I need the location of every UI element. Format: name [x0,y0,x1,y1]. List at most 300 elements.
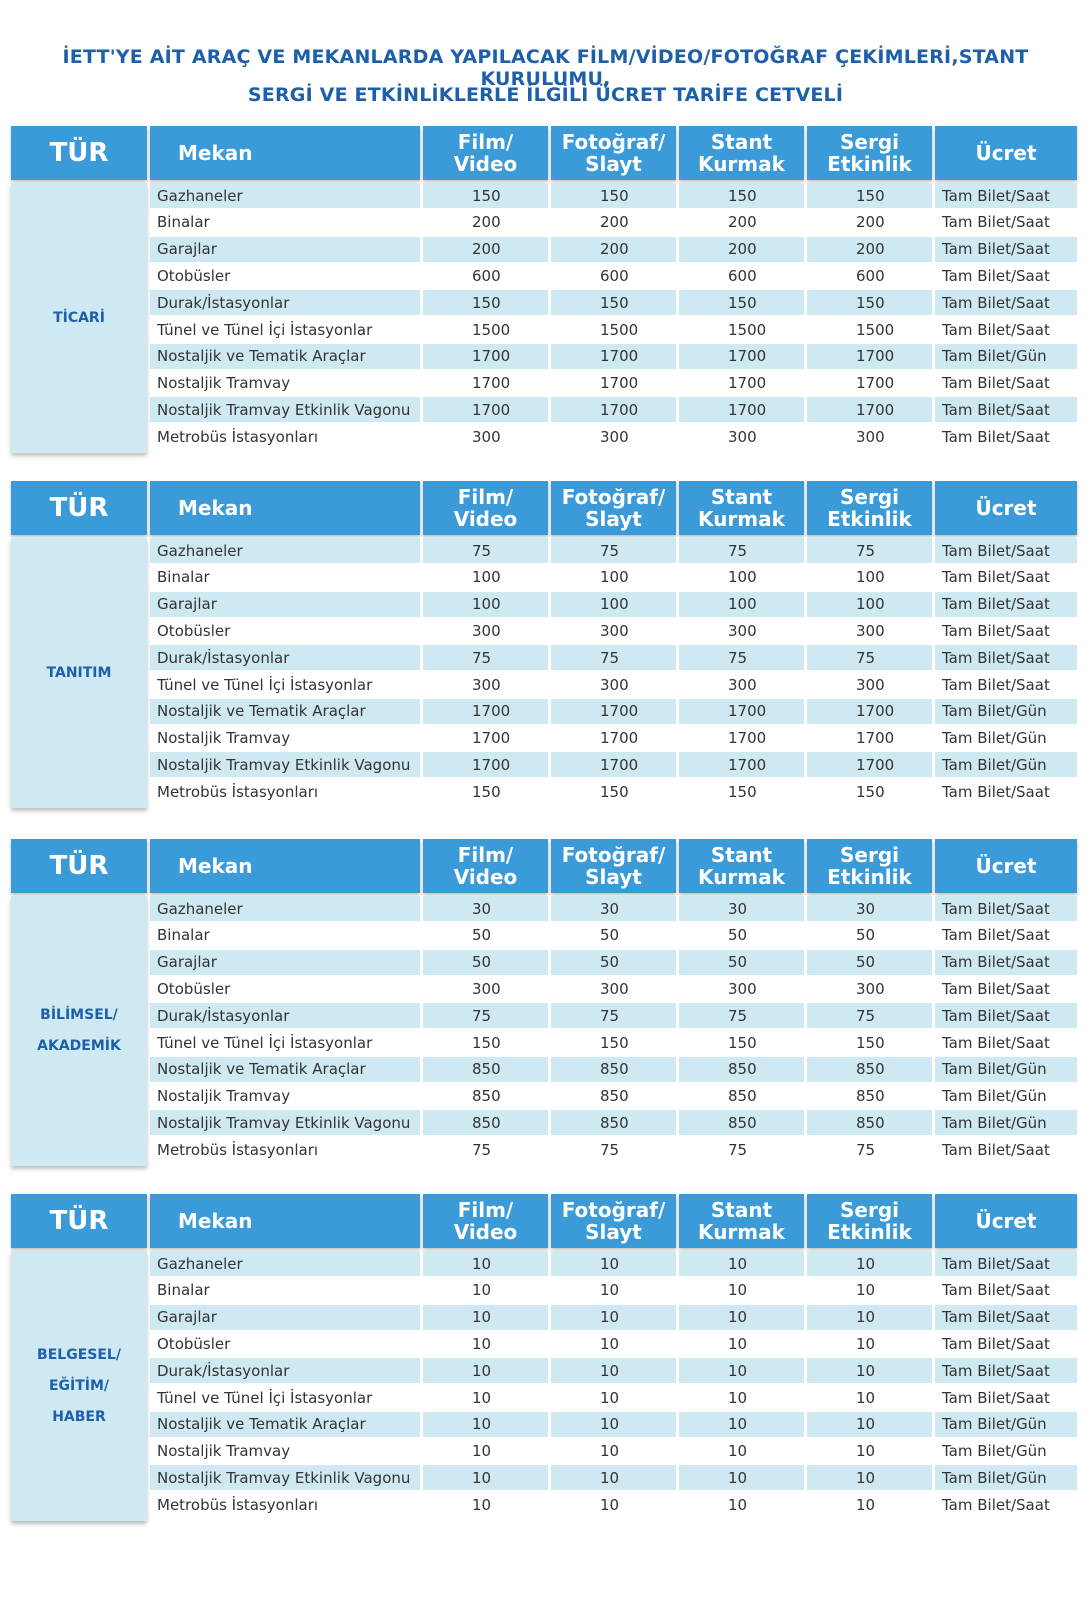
table-row [150,645,1077,670]
stant-price-cell: 10 [679,1465,804,1490]
foto-price-cell: 10 [551,1305,676,1330]
sergi-price-cell: 300 [807,672,932,697]
venue-cell: Gazhaneler [150,183,420,208]
table-row [150,1030,1077,1055]
stant-price-cell: 1700 [679,699,804,724]
header-mekan: Mekan [150,839,420,893]
sergi-price-cell: 200 [807,210,932,235]
fee-unit-cell: Tam Bilet/Gün [935,1439,1077,1464]
venue-cell: Nostaljik ve Tematik Araçlar [150,344,420,369]
film-price-cell: 30 [423,896,548,921]
venue-cell: Garajlar [150,592,420,617]
venue-cell: Gazhaneler [150,1251,420,1276]
header-stant: Stant Kurmak [679,839,804,893]
table-row [150,565,1077,590]
stant-price-cell: 75 [679,538,804,563]
table-row [150,1278,1077,1303]
film-price-cell: 10 [423,1439,548,1464]
table-row [150,1110,1077,1135]
sergi-price-cell: 100 [807,565,932,590]
sergi-price-cell: 50 [807,950,932,975]
table-row [150,1057,1077,1082]
film-price-cell: 10 [423,1465,548,1490]
fee-unit-cell: Tam Bilet/Saat [935,950,1077,975]
venue-cell: Binalar [150,210,420,235]
venue-cell: Gazhaneler [150,896,420,921]
film-price-cell: 300 [423,672,548,697]
stant-price-cell: 10 [679,1278,804,1303]
foto-price-cell: 10 [551,1412,676,1437]
table-row [150,1385,1077,1410]
table-row [150,237,1077,262]
fee-unit-cell: Tam Bilet/Saat [935,779,1077,804]
venue-cell: Otobüsler [150,618,420,643]
foto-price-cell: 75 [551,538,676,563]
header-foto: Fotoğraf/ Slayt [551,839,676,893]
tariff-table-belgesel-egitim-haber [11,1194,1077,1524]
sergi-price-cell: 850 [807,1057,932,1082]
tur-label: TİCARİ [53,309,105,326]
foto-price-cell: 75 [551,1003,676,1028]
venue-cell: Tünel ve Tünel İçi İstasyonlar [150,672,420,697]
fee-unit-cell: Tam Bilet/Saat [935,1030,1077,1055]
fee-unit-cell: Tam Bilet/Gün [935,1084,1077,1109]
sergi-price-cell: 300 [807,424,932,449]
foto-price-cell: 10 [551,1385,676,1410]
table-row [150,290,1077,315]
stant-price-cell: 75 [679,1137,804,1162]
fee-unit-cell: Tam Bilet/Saat [935,237,1077,262]
venue-cell: Metrobüs İstasyonları [150,1137,420,1162]
table-row [150,950,1077,975]
film-price-cell: 150 [423,183,548,208]
fee-unit-cell: Tam Bilet/Saat [935,371,1077,396]
foto-price-cell: 150 [551,779,676,804]
venue-cell: Nostaljik ve Tematik Araçlar [150,699,420,724]
stant-price-cell: 75 [679,645,804,670]
stant-price-cell: 1700 [679,726,804,751]
stant-price-cell: 1700 [679,344,804,369]
film-price-cell: 150 [423,1030,548,1055]
stant-price-cell: 300 [679,618,804,643]
header-foto: Fotoğraf/ Slayt [551,481,676,535]
sergi-price-cell: 75 [807,1003,932,1028]
sergi-price-cell: 300 [807,976,932,1001]
stant-price-cell: 10 [679,1305,804,1330]
film-price-cell: 10 [423,1412,548,1437]
venue-cell: Durak/İstasyonlar [150,1003,420,1028]
foto-price-cell: 30 [551,896,676,921]
stant-price-cell: 10 [679,1439,804,1464]
venue-cell: Nostaljik Tramvay Etkinlik Vagonu [150,1110,420,1135]
table-row [150,1465,1077,1490]
film-price-cell: 200 [423,210,548,235]
film-price-cell: 600 [423,263,548,288]
stant-price-cell: 10 [679,1251,804,1276]
venue-cell: Nostaljik Tramvay Etkinlik Vagonu [150,752,420,777]
table-row [150,210,1077,235]
table-row [150,1251,1077,1276]
film-price-cell: 75 [423,1137,548,1162]
fee-unit-cell: Tam Bilet/Saat [935,263,1077,288]
sergi-price-cell: 300 [807,618,932,643]
header-sergi: Sergi Etkinlik [807,1194,932,1248]
sergi-price-cell: 10 [807,1331,932,1356]
stant-price-cell: 100 [679,565,804,590]
fee-unit-cell: Tam Bilet/Saat [935,1137,1077,1162]
foto-price-cell: 1700 [551,344,676,369]
foto-price-cell: 300 [551,424,676,449]
fee-unit-cell: Tam Bilet/Gün [935,752,1077,777]
stant-price-cell: 10 [679,1492,804,1517]
venue-cell: Nostaljik Tramvay Etkinlik Vagonu [150,397,420,422]
fee-unit-cell: Tam Bilet/Gün [935,1412,1077,1437]
foto-price-cell: 50 [551,950,676,975]
film-price-cell: 50 [423,950,548,975]
sergi-price-cell: 10 [807,1439,932,1464]
sergi-price-cell: 150 [807,779,932,804]
table-row [150,397,1077,422]
venue-cell: Metrobüs İstasyonları [150,779,420,804]
tur-label-cell [11,183,147,453]
venue-cell: Nostaljik Tramvay [150,371,420,396]
table-row [150,1331,1077,1356]
foto-price-cell: 300 [551,976,676,1001]
stant-price-cell: 200 [679,237,804,262]
foto-price-cell: 100 [551,565,676,590]
table-row [150,752,1077,777]
sergi-price-cell: 10 [807,1412,932,1437]
fee-unit-cell: Tam Bilet/Saat [935,976,1077,1001]
sergi-price-cell: 30 [807,896,932,921]
fee-unit-cell: Tam Bilet/Saat [935,1331,1077,1356]
foto-price-cell: 200 [551,237,676,262]
table-row [150,726,1077,751]
venue-cell: Otobüsler [150,263,420,288]
stant-price-cell: 1500 [679,317,804,342]
foto-price-cell: 850 [551,1110,676,1135]
venue-cell: Garajlar [150,950,420,975]
sergi-price-cell: 1500 [807,317,932,342]
header-tur: TÜR [11,126,147,180]
sergi-price-cell: 850 [807,1084,932,1109]
table-row [150,779,1077,804]
venue-cell: Nostaljik Tramvay [150,1439,420,1464]
table-row [150,1305,1077,1330]
stant-price-cell: 200 [679,210,804,235]
foto-price-cell: 1700 [551,699,676,724]
stant-price-cell: 150 [679,183,804,208]
venue-cell: Binalar [150,923,420,948]
film-price-cell: 850 [423,1110,548,1135]
foto-price-cell: 200 [551,210,676,235]
film-price-cell: 300 [423,976,548,1001]
page-subtitle: SERGİ VE ETKİNLİKLERLE İLGİLİ ÜCRET TARİFE CETVELİ [247,84,844,106]
stant-price-cell: 10 [679,1358,804,1383]
table-row [150,1137,1077,1162]
film-price-cell: 75 [423,538,548,563]
table-row [150,424,1077,449]
stant-price-cell: 1700 [679,397,804,422]
foto-price-cell: 10 [551,1439,676,1464]
fee-unit-cell: Tam Bilet/Gün [935,1110,1077,1135]
fee-unit-cell: Tam Bilet/Saat [935,397,1077,422]
stant-price-cell: 10 [679,1331,804,1356]
sergi-price-cell: 1700 [807,397,932,422]
foto-price-cell: 10 [551,1278,676,1303]
table-row [150,1003,1077,1028]
table-row [150,618,1077,643]
tur-label-cell [11,896,147,1166]
film-price-cell: 1700 [423,397,548,422]
header-foto: Fotoğraf/ Slayt [551,126,676,180]
fee-unit-cell: Tam Bilet/Gün [935,699,1077,724]
sergi-price-cell: 1700 [807,752,932,777]
foto-price-cell: 10 [551,1492,676,1517]
table-row [150,1412,1077,1437]
fee-unit-cell: Tam Bilet/Saat [935,183,1077,208]
table-row [150,672,1077,697]
sergi-price-cell: 10 [807,1465,932,1490]
stant-price-cell: 850 [679,1057,804,1082]
foto-price-cell: 10 [551,1331,676,1356]
stant-price-cell: 1700 [679,752,804,777]
sergi-price-cell: 10 [807,1278,932,1303]
venue-cell: Gazhaneler [150,538,420,563]
film-price-cell: 50 [423,923,548,948]
film-price-cell: 10 [423,1278,548,1303]
film-price-cell: 10 [423,1492,548,1517]
sergi-price-cell: 10 [807,1492,932,1517]
header-stant: Stant Kurmak [679,126,804,180]
film-price-cell: 1700 [423,371,548,396]
venue-cell: Nostaljik Tramvay Etkinlik Vagonu [150,1465,420,1490]
venue-cell: Garajlar [150,237,420,262]
film-price-cell: 300 [423,618,548,643]
fee-unit-cell: Tam Bilet/Saat [935,672,1077,697]
table-row [150,263,1077,288]
foto-price-cell: 1700 [551,726,676,751]
foto-price-cell: 150 [551,183,676,208]
fee-unit-cell: Tam Bilet/Saat [935,592,1077,617]
fee-unit-cell: Tam Bilet/Saat [935,538,1077,563]
sergi-price-cell: 10 [807,1385,932,1410]
film-price-cell: 10 [423,1251,548,1276]
table-row [150,1084,1077,1109]
sergi-price-cell: 10 [807,1251,932,1276]
table-row [150,1492,1077,1517]
venue-cell: Nostaljik ve Tematik Araçlar [150,1057,420,1082]
fee-unit-cell: Tam Bilet/Saat [935,618,1077,643]
stant-price-cell: 10 [679,1385,804,1410]
sergi-price-cell: 75 [807,538,932,563]
header-stant: Stant Kurmak [679,1194,804,1248]
header-tur: TÜR [11,481,147,535]
venue-cell: Metrobüs İstasyonları [150,424,420,449]
foto-price-cell: 1700 [551,371,676,396]
foto-price-cell: 150 [551,1030,676,1055]
table-row [150,923,1077,948]
fee-unit-cell: Tam Bilet/Saat [935,565,1077,590]
venue-cell: Nostaljik Tramvay [150,726,420,751]
fee-unit-cell: Tam Bilet/Saat [935,1251,1077,1276]
stant-price-cell: 850 [679,1084,804,1109]
film-price-cell: 150 [423,290,548,315]
sergi-price-cell: 200 [807,237,932,262]
foto-price-cell: 1700 [551,752,676,777]
film-price-cell: 100 [423,592,548,617]
venue-cell: Binalar [150,1278,420,1303]
stant-price-cell: 1700 [679,371,804,396]
venue-cell: Garajlar [150,1305,420,1330]
fee-unit-cell: Tam Bilet/Saat [935,645,1077,670]
venue-cell: Nostaljik Tramvay [150,1084,420,1109]
stant-price-cell: 150 [679,1030,804,1055]
film-price-cell: 1700 [423,699,548,724]
foto-price-cell: 300 [551,672,676,697]
header-mekan: Mekan [150,1194,420,1248]
tur-label-cell [11,1251,147,1521]
film-price-cell: 300 [423,424,548,449]
tur-label: TANITIM [46,664,112,681]
foto-price-cell: 1700 [551,397,676,422]
tur-label: BİLİMSEL/ AKADEMİK [37,1007,121,1054]
foto-price-cell: 10 [551,1251,676,1276]
venue-cell: Durak/İstasyonlar [150,290,420,315]
tariff-table-tanitim [11,481,1077,811]
sergi-price-cell: 1700 [807,371,932,396]
header-ucret: Ücret [935,839,1077,893]
fee-unit-cell: Tam Bilet/Saat [935,1385,1077,1410]
fee-unit-cell: Tam Bilet/Gün [935,344,1077,369]
sergi-price-cell: 150 [807,1030,932,1055]
fee-unit-cell: Tam Bilet/Gün [935,1465,1077,1490]
film-price-cell: 150 [423,779,548,804]
venue-cell: Tünel ve Tünel İçi İstasyonlar [150,1030,420,1055]
venue-cell: Tünel ve Tünel İçi İstasyonlar [150,317,420,342]
foto-price-cell: 300 [551,618,676,643]
film-price-cell: 1700 [423,726,548,751]
stant-price-cell: 10 [679,1412,804,1437]
sergi-price-cell: 150 [807,290,932,315]
foto-price-cell: 850 [551,1084,676,1109]
table-row [150,896,1077,921]
film-price-cell: 100 [423,565,548,590]
sergi-price-cell: 50 [807,923,932,948]
table-row [150,183,1077,208]
table-row [150,344,1077,369]
sergi-price-cell: 75 [807,645,932,670]
film-price-cell: 10 [423,1358,548,1383]
foto-price-cell: 10 [551,1465,676,1490]
sergi-price-cell: 10 [807,1305,932,1330]
header-foto: Fotoğraf/ Slayt [551,1194,676,1248]
header-sergi: Sergi Etkinlik [807,839,932,893]
foto-price-cell: 75 [551,1137,676,1162]
header-ucret: Ücret [935,1194,1077,1248]
header-ucret: Ücret [935,481,1077,535]
header-tur: TÜR [11,1194,147,1248]
header-sergi: Sergi Etkinlik [807,481,932,535]
table-row [150,317,1077,342]
stant-price-cell: 600 [679,263,804,288]
tariff-table-ticari [11,126,1077,456]
venue-cell: Otobüsler [150,1331,420,1356]
page-title: İETT'YE AİT ARAÇ VE MEKANLARDA YAPILACAK FİLM/VİDEO/FOTOĞRAF ÇEKİMLERİ,STANT KURULUMU, [62,46,1029,90]
header-film: Film/ Video [423,1194,548,1248]
fee-unit-cell: Tam Bilet/Saat [935,1003,1077,1028]
foto-price-cell: 50 [551,923,676,948]
film-price-cell: 10 [423,1385,548,1410]
venue-cell: Durak/İstasyonlar [150,645,420,670]
header-film: Film/ Video [423,126,548,180]
stant-price-cell: 75 [679,1003,804,1028]
stant-price-cell: 50 [679,950,804,975]
foto-price-cell: 100 [551,592,676,617]
stant-price-cell: 150 [679,290,804,315]
header-mekan: Mekan [150,126,420,180]
venue-cell: Binalar [150,565,420,590]
header-sergi: Sergi Etkinlik [807,126,932,180]
foto-price-cell: 150 [551,290,676,315]
sergi-price-cell: 10 [807,1358,932,1383]
sergi-price-cell: 850 [807,1110,932,1135]
film-price-cell: 10 [423,1331,548,1356]
film-price-cell: 850 [423,1057,548,1082]
venue-cell: Tünel ve Tünel İçi İstasyonlar [150,1385,420,1410]
sergi-price-cell: 1700 [807,726,932,751]
header-film: Film/ Video [423,481,548,535]
table-row [150,699,1077,724]
stant-price-cell: 100 [679,592,804,617]
fee-unit-cell: Tam Bilet/Saat [935,210,1077,235]
table-row [150,976,1077,1001]
film-price-cell: 1700 [423,344,548,369]
stant-price-cell: 150 [679,779,804,804]
stant-price-cell: 30 [679,896,804,921]
tur-label-cell [11,538,147,808]
sergi-price-cell: 1700 [807,344,932,369]
sergi-price-cell: 600 [807,263,932,288]
fee-unit-cell: Tam Bilet/Saat [935,1492,1077,1517]
foto-price-cell: 75 [551,645,676,670]
header-film: Film/ Video [423,839,548,893]
film-price-cell: 1500 [423,317,548,342]
foto-price-cell: 600 [551,263,676,288]
film-price-cell: 850 [423,1084,548,1109]
venue-cell: Otobüsler [150,976,420,1001]
fee-unit-cell: Tam Bilet/Saat [935,1305,1077,1330]
tariff-table-bilimsel-akademik [11,839,1077,1169]
film-price-cell: 1700 [423,752,548,777]
film-price-cell: 75 [423,1003,548,1028]
fee-unit-cell: Tam Bilet/Saat [935,923,1077,948]
header-stant: Stant Kurmak [679,481,804,535]
table-row [150,592,1077,617]
header-tur: TÜR [11,839,147,893]
film-price-cell: 10 [423,1305,548,1330]
header-mekan: Mekan [150,481,420,535]
film-price-cell: 200 [423,237,548,262]
venue-cell: Nostaljik ve Tematik Araçlar [150,1412,420,1437]
table-row [150,1358,1077,1383]
venue-cell: Metrobüs İstasyonları [150,1492,420,1517]
table-row [150,538,1077,563]
stant-price-cell: 850 [679,1110,804,1135]
fee-unit-cell: Tam Bilet/Saat [935,1278,1077,1303]
foto-price-cell: 10 [551,1358,676,1383]
table-row [150,371,1077,396]
